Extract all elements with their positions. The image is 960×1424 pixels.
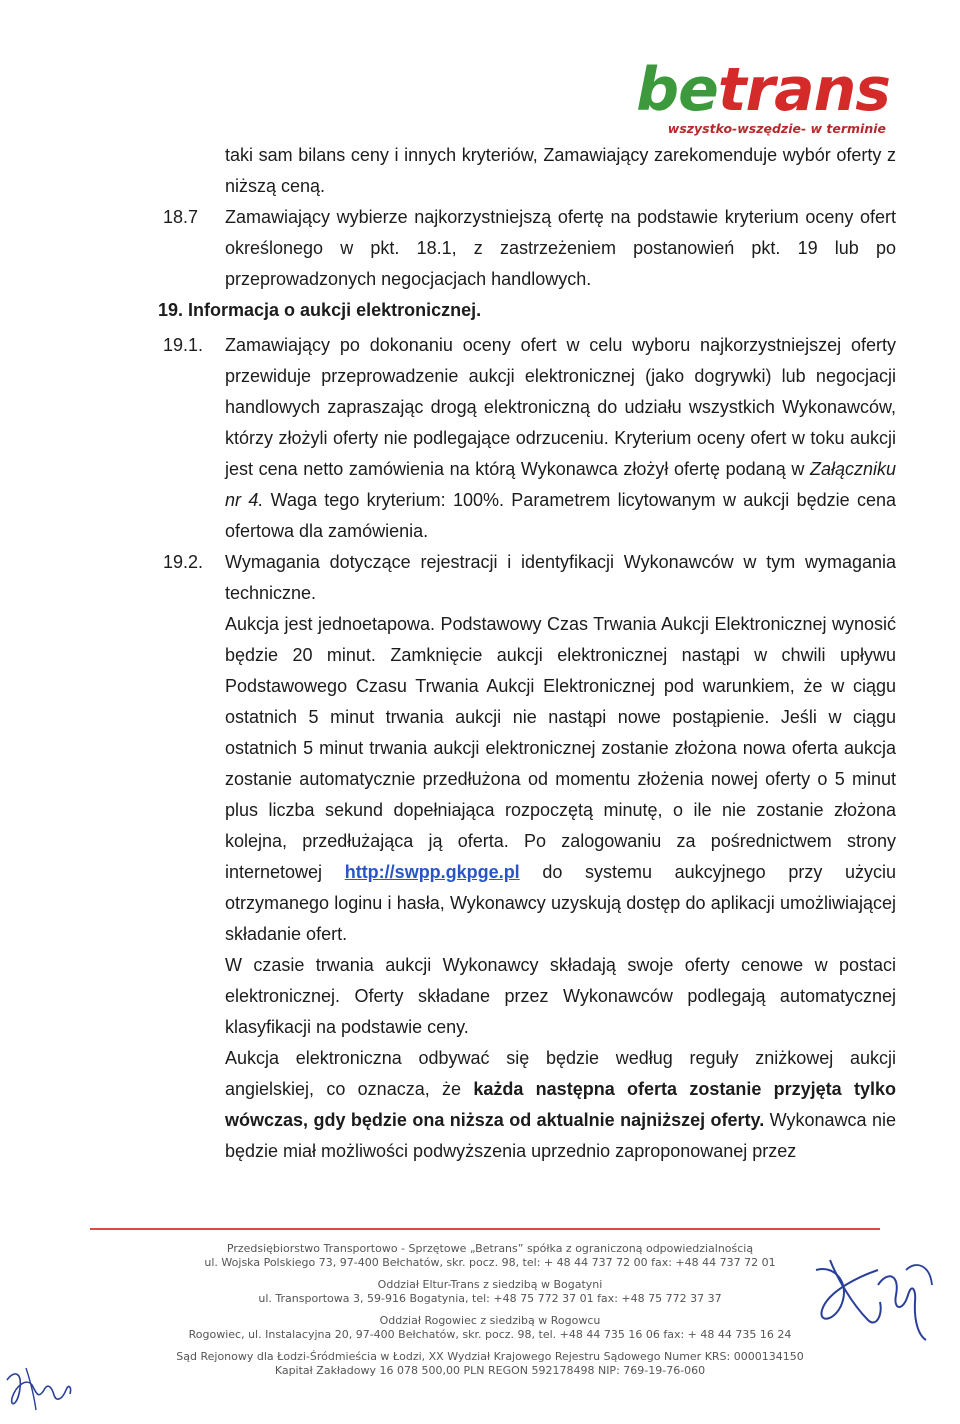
bold-rule-text: każda następna oferta zostanie przyjęta tylko wówczas, gdy będzie ona niższa od aktualnie najniższej oferty. xyxy=(225,1079,896,1130)
section-number: 18.7 xyxy=(163,207,199,227)
footer-branch-name: Oddział Eltur-Trans z siedzibą w Bogatyni xyxy=(377,1278,603,1291)
footer-branch-rogowiec xyxy=(150,1314,830,1342)
paragraph-text-part: Aukcja jest jednoetapowa. Podstawowy Czas Trwania Aukcji Elektronicznej wynosić będzie 20 minut. Zamknięcie aukcji elektronicznej nastąpi w chwili upływu Podstawowego Czasu Trwania Aukcji Elektronicznej pod warunkiem, że w ciągu ostatnich 5 minut trwania aukcji nie nastąpi nowe postąpienie. Jeśli w ciągu ostatnich 5 minut trwania aukcji elektronicznej zostanie złożona nowa oferta aukcja zostanie automatycznie przedłużona od momentu złożenia nowej oferty o 5 minut plus liczba sekund dopełniająca rozpoczętą minutę, o ile nie zostanie złożona kolejna, przedłużająca ją oferta. Po zalogowaniu za pośrednictwem strony internetowej xyxy=(225,614,896,882)
footer-company-name: Przedsiębiorstwo Transportowo - Sprzętowe „Betrans” spółka z ograniczoną odpowiedzialnością xyxy=(226,1242,754,1255)
section-number: 19.2. xyxy=(163,552,204,572)
logo-wordmark xyxy=(636,55,890,125)
auction-paragraph-1 xyxy=(225,609,896,950)
section-19-heading: 19. Informacja o aukcji elektronicznej. xyxy=(158,300,482,320)
footer-branch-address: Rogowiec, ul. Instalacyjna 20, 97-400 Bełchatów, skr. pocz. 98, tel. +48 44 735 16 06 fax: + 48 44 735 16 24 xyxy=(188,1328,792,1341)
section-text-part: Waga tego kryterium: 100%. Parametrem licytowanym w aukcji będzie cena ofertowa dla zamówienia. xyxy=(225,490,896,541)
footer-registry-block xyxy=(150,1350,830,1378)
section-19-1 xyxy=(163,330,896,547)
footer-branch-address: ul. Transportowa 3, 59-916 Bogatynia, tel: +48 75 772 37 01 fax: +48 75 772 37 37 xyxy=(258,1292,722,1305)
handwritten-initials xyxy=(2,1360,77,1415)
handwritten-signature xyxy=(808,1240,938,1345)
section-text xyxy=(225,330,896,547)
footer-branch-name: Oddział Rogowiec z siedzibą w Rogowcu xyxy=(379,1314,601,1327)
footer-company-address: ul. Wojska Polskiego 73, 97-400 Bełchatów, skr. pocz. 98, tel: + 48 44 737 72 00 fax: +48 44 737 72 01 xyxy=(204,1256,776,1269)
attachment-reference: Załączniku nr 4. xyxy=(225,459,896,510)
intro-paragraph: taki sam bilans ceny i innych kryteriów, Zamawiający zarekomenduje wybór oferty z niższą ceną. xyxy=(225,145,896,196)
section-number: 19.1. xyxy=(163,335,204,355)
document-body xyxy=(158,140,896,1167)
logo-word-be: be xyxy=(636,55,718,125)
footer-branch-eltur xyxy=(150,1278,830,1306)
company-footer xyxy=(150,1242,830,1378)
section-text: Wymagania dotyczące rejestracji i identyfikacji Wykonawców w tym wymagania techniczne. xyxy=(225,552,896,603)
paragraph-text-part: Wykonawca nie będzie miał możliwości podwyższenia uprzednio zaproponowanej przez xyxy=(225,1110,896,1161)
section-text: Zamawiający wybierze najkorzystniejszą ofertę na podstawie kryterium oceny ofert określonego w pkt. 18.1, z zastrzeżeniem postanowień pkt. 19 lub po przeprowadzonych negocjacjach handlowych. xyxy=(225,207,896,289)
logo-word-trans: trans xyxy=(717,55,890,125)
footer-capital-info: Kapitał Zakładowy 16 078 500,00 PLN REGON 592178498 NIP: 769-19-76-060 xyxy=(274,1364,706,1377)
company-logo xyxy=(636,55,890,136)
section-19-2 xyxy=(163,547,896,609)
footer-court-registry: Sąd Rejonowy dla Łodzi-Śródmieścia w Łodzi, XX Wydział Krajowego Rejestru Sądowego Numer KRS: 0000134150 xyxy=(176,1350,804,1363)
auction-url-link[interactable]: http://swpp.gkpge.pl xyxy=(344,862,520,882)
section-18-7 xyxy=(163,202,896,295)
paragraph-text-part: do systemu aukcyjnego przy użyciu otrzymanego loginu i hasła, Wykonawcy uzyskują dostęp do aplikacji umożliwiającej składanie ofert. xyxy=(225,862,896,944)
auction-paragraph-2: W czasie trwania aukcji Wykonawcy składają swoje oferty cenowe w postaci elektronicznej. Oferty składane przez Wykonawców podlegają automatycznej klasyfikacji na podstawie ceny. xyxy=(225,955,896,1037)
auction-paragraph-3 xyxy=(225,1043,896,1167)
paragraph-text-part: Aukcja elektroniczna odbywać się będzie według reguły zniżkowej aukcji angielskiej, co oznacza, że xyxy=(225,1048,896,1099)
footer-divider xyxy=(90,1228,880,1230)
footer-company-block xyxy=(150,1242,830,1270)
logo-tagline: wszystko-wszędzie- w terminie xyxy=(667,121,886,136)
section-text-part: Zamawiający po dokonaniu oceny ofert w celu wyboru najkorzystniejszej oferty przewiduje przeprowadzenie aukcji elektronicznej (jako dogrywki) lub negocjacji handlowych zapraszając drogą elektroniczną do udziału wszystkich Wykonawców, którzy złożyli oferty nie podlegające odrzuceniu. Kryterium oceny ofert w toku aukcji jest cena netto zamówienia na którą Wykonawca złożył ofertę podaną w xyxy=(225,335,896,479)
